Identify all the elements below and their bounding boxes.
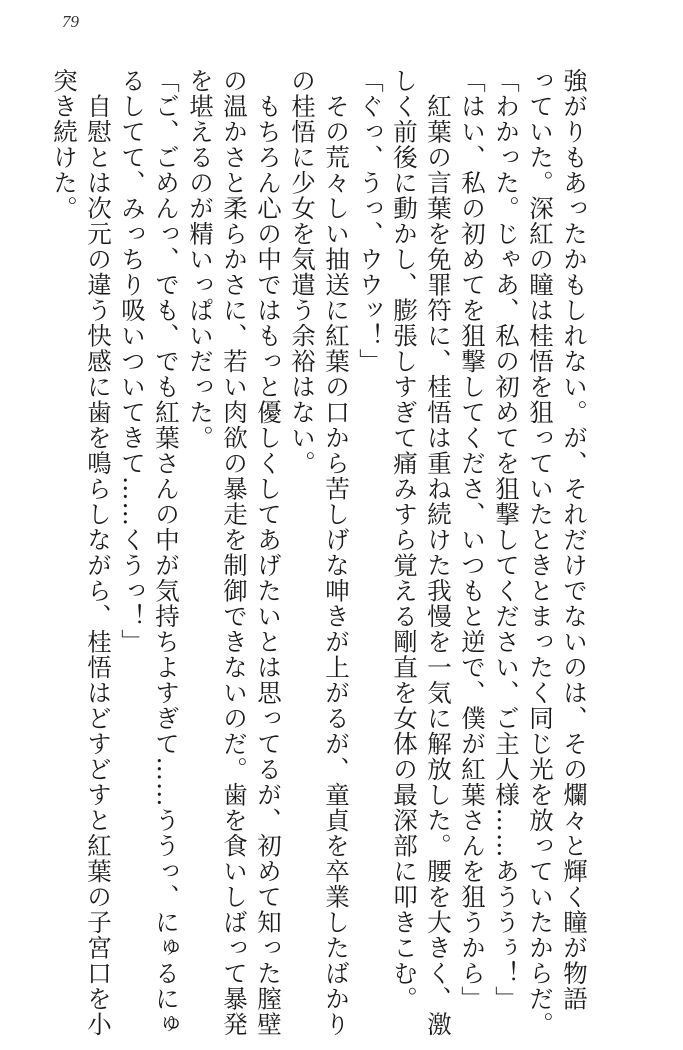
text-line: その荒々しい抽送に紅葉の口から苦しげな呻きが上がるが、童貞を卒業したばかり [322,68,351,1037]
text-line: るしてて、みっちり吸いついてきて……くうっ！」 [118,68,147,655]
text-line: 紅葉の言葉を免罪符に、桂悟は重ね続けた我慢を一気に解放した。腰を大きく、激 [424,68,453,1037]
text-line: 突き続けた。 [50,68,79,221]
text-line: もちろん心の中ではもっと優しくしてあげたいとは思ってるが、初めて知った膣壁 [254,68,283,1037]
text-line: を堪えるのが精いっぱいだった。 [186,68,215,451]
text-line: 「わかった。じゃあ、私の初めてを狙撃してください、ご主人様……あううぅ！」 [492,68,521,1012]
text-line: 「ぐっ、うっ、ウウッ！」 [356,68,385,374]
text-line: 強がりもあったかもしれない。が、それだけでないのは、その爛々と輝く瞳が物語 [560,68,589,1012]
text-line: の温かさと柔らかさに、若い肉欲の暴走を制御できないのだ。歯を食いしばって暴発 [220,68,249,1037]
text-line: 「はい、私の初めてを狙撃してくださ、いつもと逆で、僕が紅葉さんを狙うから」 [458,68,487,1012]
text-line: 「ご、ごめんっ、でも、でも紅葉さんの中が気持ちよすぎて……ううっ、にゅるにゅ [152,68,181,1037]
text-line: 自慰とは次元の違う快感に歯を鳴らしながら、桂悟はどすどすと紅葉の子宮口を小 [84,68,113,1037]
text-line: の桂悟に少女を気遣う余裕はない。 [288,68,317,476]
page-number: 79 [62,12,79,31]
text-line: しく前後に動かし、膨張しすぎて痛みすら覚える剛直を女体の最深部に叩きこむ。 [390,68,419,1012]
text-line: っていた。深紅の瞳は桂悟を狙っていたときとまったく同じ光を放っていたからだ。 [526,68,555,1037]
vertical-text-body [47,68,591,1037]
